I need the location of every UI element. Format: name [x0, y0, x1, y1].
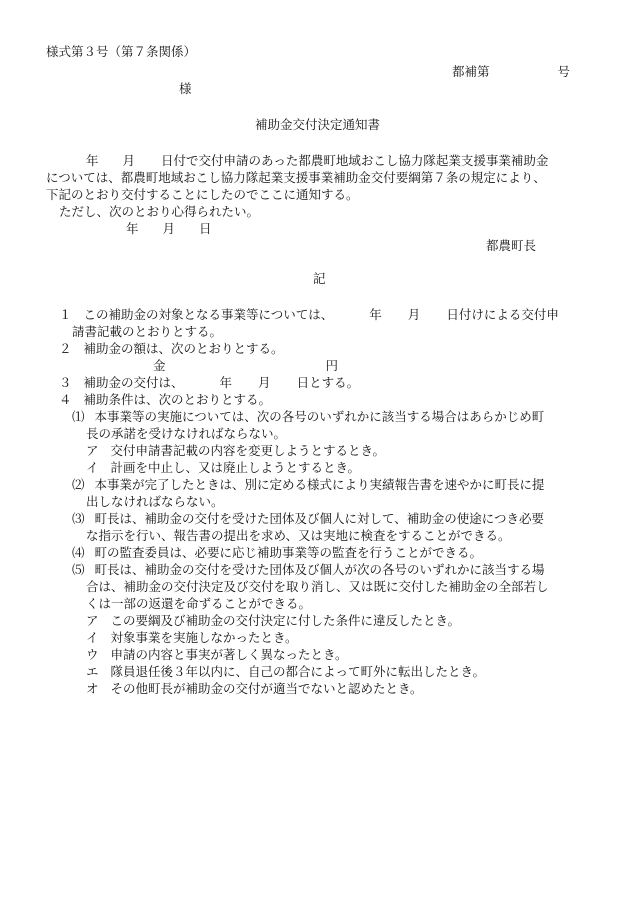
form-label: 様式第３号（第７条関係） [46, 44, 197, 59]
condition-5-sub-a-text: この要綱及び補助金の交付決定に付した条件に違反したとき。 [110, 613, 461, 628]
intro-line-4: ただし、次のとおり心得られたい。 [59, 204, 260, 219]
condition-5-sub-b-text: 対象事業を実施しなかったとき。 [110, 630, 298, 645]
item-3-text-a: 補助金の交付は、 [83, 375, 184, 390]
condition-1-sub-b [86, 460, 360, 476]
condition-5-line-2: 合は、補助金の交付決定及び交付を取り消し、又は既に交付した補助金の全部若し [86, 579, 549, 594]
condition-5-sub-b [86, 630, 298, 646]
condition-1-mark: ⑴ [72, 409, 85, 424]
issue-date [126, 221, 212, 237]
intro-line-3: 下記のとおり交付することにしたのでここに通知する。 [46, 187, 359, 202]
item-2-amount [153, 358, 338, 374]
item-3-number: ３ [59, 375, 72, 390]
condition-4-text: 町の監査委員は、必要に応じ補助事業等の監査を行うことができる。 [94, 545, 483, 560]
intro-line-1 [86, 153, 548, 169]
item-4-line [59, 392, 271, 408]
condition-5-line-1 [72, 562, 545, 578]
condition-1-sub-b-text: 計画を中止し、又は廃止しようとするとき。 [110, 460, 361, 475]
date-year: 年 [126, 221, 139, 236]
ki-heading: 記 [313, 271, 326, 286]
item-1-line-1 [59, 307, 559, 323]
condition-5-sub-d-mark: エ [86, 664, 99, 679]
condition-5-sub-d-text: 隊員退任後３年以内に、自己の都合によって町外に転出したとき。 [110, 664, 486, 679]
condition-2-line-1 [72, 477, 545, 493]
condition-5-sub-c [86, 647, 348, 663]
condition-4-line-1 [72, 545, 482, 561]
condition-1-line-2: 長の承諾を受けなければならない。 [86, 426, 287, 441]
condition-5-sub-a-mark: ア [86, 613, 99, 628]
item-3-line [59, 375, 359, 391]
condition-1-line-1 [72, 409, 544, 425]
condition-2-mark: ⑵ [72, 477, 85, 492]
condition-5-sub-b-mark: イ [86, 630, 99, 645]
item-2-number: ２ [59, 341, 72, 356]
condition-5-sub-c-text: 申請の内容と事実が著しく異なったとき。 [110, 647, 348, 662]
intro-month: 月 [122, 153, 136, 168]
item-1-month: 月 [407, 307, 421, 322]
condition-2-text: 本事業が完了したときは、別に定める様式により実績報告書を速やかに町長に提 [94, 477, 545, 492]
condition-5-sub-e-text: その他町長が補助金の交付が適当でないと認めたとき。 [110, 681, 423, 696]
item-2-text: 補助金の額は、次のとおりとする。 [83, 341, 284, 356]
item-4-number: ４ [59, 392, 72, 407]
condition-3-line-1 [72, 511, 544, 527]
item-1-year: 年 [369, 307, 382, 322]
item-2-line [59, 341, 284, 357]
number-prefix: 都補第 [452, 64, 490, 79]
condition-3-line-2: な指示を行い、報告書の提出を求め、又は実地に検査をすることができる。 [86, 528, 511, 543]
date-day: 日 [199, 221, 212, 236]
item-1-line-2: 請書記載のとおりとする。 [72, 324, 223, 339]
condition-1-text: 本事業等の実施については、次の各号のいずれかに該当する場合はあらかじめ町 [94, 409, 545, 424]
item-1-text-a: この補助金の対象となる事業等については、 [83, 307, 334, 322]
condition-5-text: 町長は、補助金の交付を受けた団体及び個人が次の各号のいずれかに該当する場 [94, 562, 545, 577]
item-4-text: 補助条件は、次のとおりとする。 [83, 392, 272, 407]
condition-5-sub-a [86, 613, 460, 629]
condition-1-sub-a-text: 交付申請書記載の内容を変更しようとするとき。 [110, 443, 386, 458]
amount-kin: 金 [153, 358, 166, 373]
intro-year: 年 [86, 153, 99, 168]
condition-5-sub-e-mark: オ [86, 681, 99, 696]
condition-5-line-3: くは一部の返還を命ずることができる。 [86, 596, 312, 611]
issuer-name: 都農町長 [486, 238, 537, 253]
item-3-year: 年 [219, 375, 233, 390]
condition-1-sub-a-mark: ア [86, 443, 99, 458]
condition-5-sub-c-mark: ウ [86, 647, 99, 662]
date-month: 月 [162, 221, 176, 236]
item-3-month: 月 [258, 375, 271, 390]
condition-5-sub-e [86, 681, 423, 697]
item-1-text-b: 日付けによる交付申 [446, 307, 559, 322]
condition-3-text: 町長は、補助金の交付を受けた団体及び個人に対して、補助金の使途につき必要 [94, 511, 545, 526]
item-3-text-b: 日とする。 [296, 375, 360, 390]
condition-2-line-2: 出しなければならない。 [86, 494, 224, 509]
condition-5-sub-d [86, 664, 485, 680]
document-number [452, 64, 570, 80]
intro-line-2: については、都農町地域おこし協力隊起業支援事業補助金交付要綱第７条の規定により、 [46, 170, 546, 185]
condition-3-mark: ⑶ [72, 511, 85, 526]
condition-1-sub-a [86, 443, 385, 459]
document-title: 補助金交付決定通知書 [255, 117, 381, 132]
amount-yen: 円 [325, 358, 339, 373]
condition-1-sub-b-mark: イ [86, 460, 99, 475]
number-suffix: 号 [557, 64, 571, 79]
intro-rest: 日付で交付申請のあった都農町地域おこし協力隊起業支援事業補助金 [161, 153, 549, 168]
item-1-number: １ [59, 307, 72, 322]
condition-5-mark: ⑸ [72, 562, 85, 577]
addressee-suffix: 様 [179, 81, 192, 96]
condition-4-mark: ⑷ [72, 545, 85, 560]
